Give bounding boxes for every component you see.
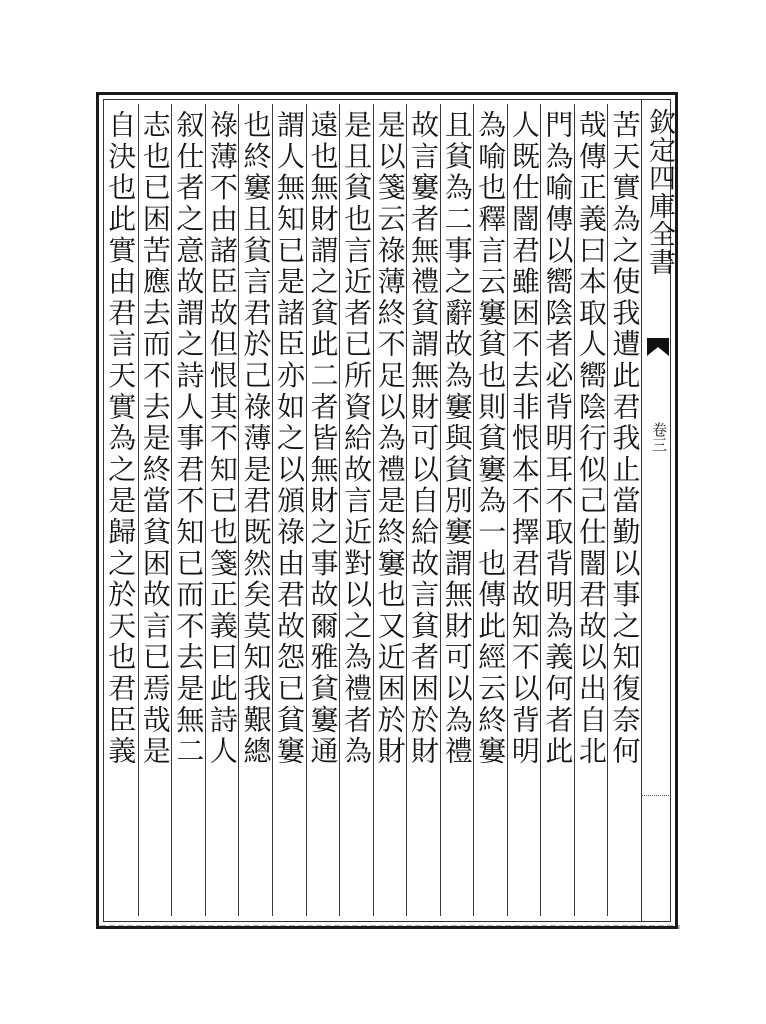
text-column <box>406 104 440 916</box>
column-text: 叙仕者之意故謂之詩人事君不知已而不去是無二 <box>172 110 206 768</box>
text-column <box>440 104 474 916</box>
column-text: 人既仕闇君雖困不去非恨本不擇君故知不以背明 <box>507 110 541 768</box>
column-text: 謂人無知已是諸臣亦如之以頒祿由君故怨已貧窶 <box>272 110 306 768</box>
column-text: 遠也無財謂之貧此二者皆無財之事故爾雅貧窶通 <box>306 110 340 768</box>
banner-title: 欽定四庫全書 <box>644 108 675 276</box>
text-columns <box>104 104 641 916</box>
column-text: 門為喻傳以嚮陰者必背明耳不取背明為義何者此 <box>541 110 575 768</box>
column-text: 自決也此實由君言天實為之是歸之於天也君臣義 <box>104 110 138 768</box>
column-text: 故言窶者無禮貧謂無財可以自給故言貧者困於財 <box>407 110 441 768</box>
column-text: 且貧為二事之辭故為窶與貧別窶謂無財可以為禮 <box>440 110 474 768</box>
text-column <box>272 104 306 916</box>
text-column <box>205 104 239 916</box>
text-column <box>238 104 272 916</box>
column-text: 苦天實為之使我遭此君我止當勤以事之知復奈何 <box>608 110 642 768</box>
text-column <box>540 104 574 916</box>
print-bleed-mark <box>100 925 680 929</box>
column-text: 是以箋云祿薄終不足以為禮是終窶也又近困於財 <box>373 110 407 768</box>
text-column <box>138 104 172 916</box>
text-column <box>507 104 541 916</box>
text-column <box>104 104 138 916</box>
text-column <box>306 104 340 916</box>
banner-divider <box>641 795 671 796</box>
column-text: 也終窶且貧言君於己祿薄是君既然矣莫知我艱總 <box>239 110 273 768</box>
text-column <box>473 104 507 916</box>
text-column <box>574 104 608 916</box>
text-column <box>339 104 373 916</box>
column-text: 是且貧也言近者已所資給故言近對以之為禮者為 <box>340 110 374 768</box>
column-text: 祿薄不由諸臣故但恨其不知已也箋正義曰此詩人 <box>205 110 239 768</box>
column-text: 志也已困苦應去而不去是終當貧困故言已焉哉是 <box>138 110 172 768</box>
text-column <box>171 104 205 916</box>
column-text: 為喻也釋言云窶貧也則貧窶為一也傳此經云終窶 <box>474 110 508 768</box>
banner-juan-label: 卷三 <box>650 422 668 452</box>
text-column <box>607 104 641 916</box>
fish-tail-mark-icon <box>646 336 670 358</box>
column-text: 哉傳正義曰本取人嚮陰行似己仕闇君故以出自北 <box>574 110 608 768</box>
text-column <box>373 104 407 916</box>
